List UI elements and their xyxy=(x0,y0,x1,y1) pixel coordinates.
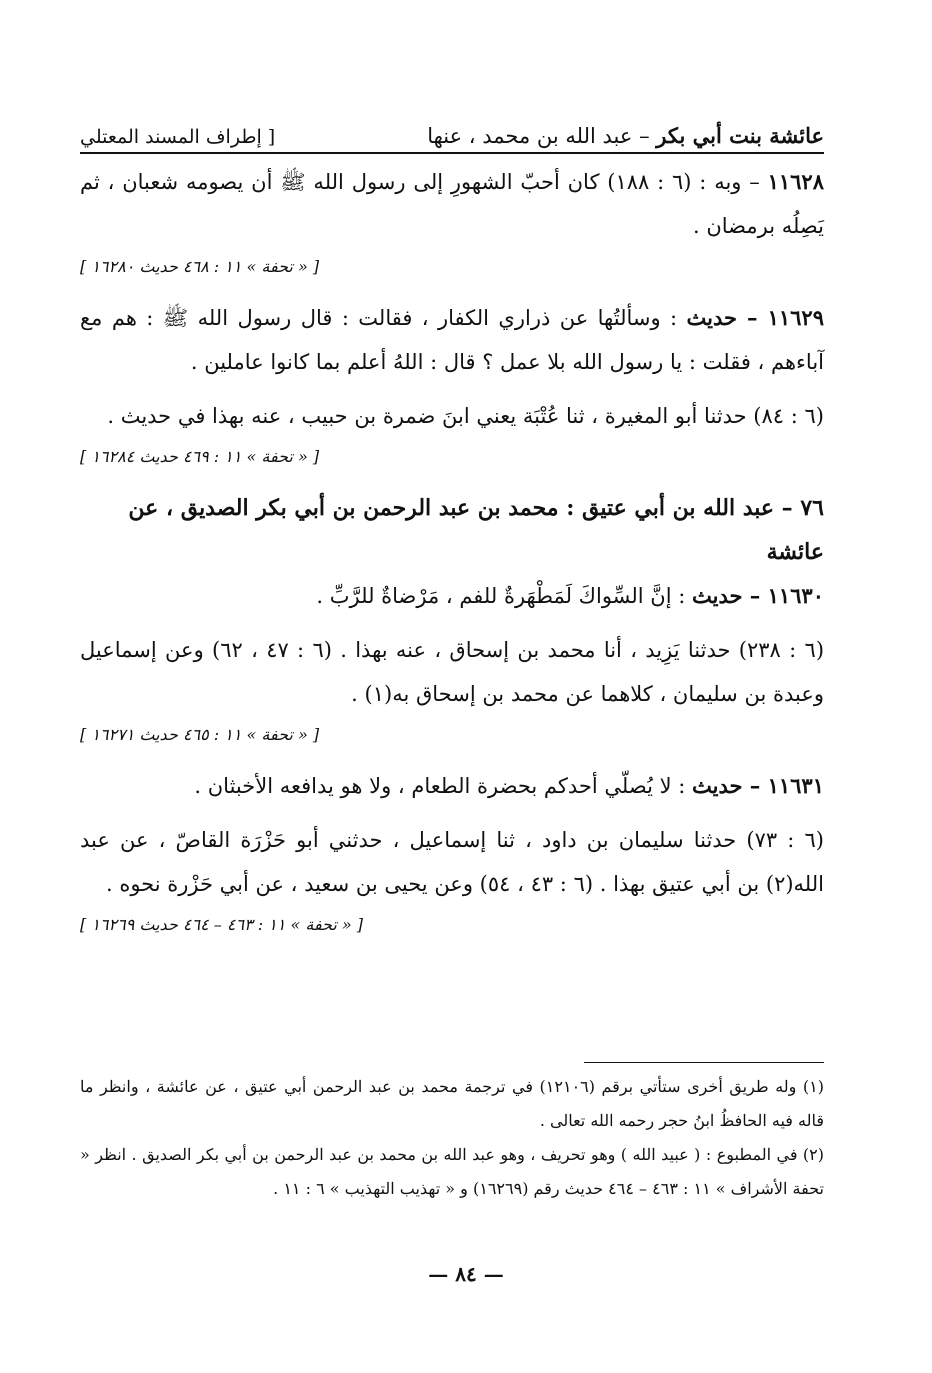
section-title: ٧٦ – عبد الله بن أبي عتيق : محمد بن عبد الرحمن بن أبي بكر الصديق ، عن عائشة xyxy=(128,495,824,565)
isnad-text: (٦ : ٢٣٨) حدثنا يَزِيد ، أنا محمد بن إسحاق ، عنه بهذا . (٦ : ٤٧ ، ٦٢) وعن إسماعيل وعبدة بن سليمان ، كلاهما عن محمد بن إسحاق به(١) . xyxy=(80,638,825,706)
hadith-body: : لا يُصلّي أحدكم بحضرة الطعام ، ولا هو يدافعه الأخبثان . xyxy=(194,774,692,798)
hadith-number: ١١٦٢٩ xyxy=(767,305,824,330)
header-book-title: [ إطراف المسند المعتلي xyxy=(80,126,276,148)
hadith-body: : وسألتُها عن ذراري الكفار ، فقالت : قال رسول الله ﷺ : هم مع آباءهم ، فقلت : يا رسول الله بلا عمل ؟ قال : اللهُ أعلم بما كانوا عاملين . xyxy=(80,306,824,374)
isnad-text: (٦ : ٧٣) حدثنا سليمان بن داود ، ثنا إسماعيل ، حدثني أبو حَزْرَة القاصّ ، عن عبد الله(٢) بن أبي عتيق بهذا . (٦ : ٤٣ ، ٥٤) وعن يحيى بن سعيد ، عن أبي حَزْرة نحوه . xyxy=(80,828,824,896)
header-title-rest: – عبد الله بن محمد ، عنها xyxy=(427,124,657,148)
footnote: (١) وله طريق أخرى ستأتي برقم (١٢١٠٦) في ترجمة محمد بن عبد الرحمن أبي عتيق ، عن عائشة ، وانظر ما قاله فيه الحافظُ ابنُ حجر رحمه الله تعالى . xyxy=(80,1077,825,1130)
main-text xyxy=(80,160,824,954)
hadith-keyword: – حديث xyxy=(686,305,768,330)
hadith-text xyxy=(80,764,824,808)
isnad-text: (٦ : ٨٤) حدثنا أبو المغيرة ، ثنا عُتْبَة يعني ابنَ ضمرة بن حبيب ، عنه بهذا في حديث . xyxy=(107,404,824,428)
hadith-keyword: – حديث xyxy=(692,583,768,608)
page-number: — ٨٤ — xyxy=(428,1262,504,1286)
tuhfa-reference: [ « تحفة » ١١ : ٤٦٣ – ٤٦٤ حديث ١٦٢٦٩ ] xyxy=(80,915,364,934)
hadith-entry xyxy=(80,574,824,750)
hadith-number: ١١٦٢٨ xyxy=(767,169,824,194)
hadith-body: : إنَّ السِّواكَ لَمَطْهَرةٌ للفم ، مَرْضاةٌ للرَّبِّ . xyxy=(316,584,692,608)
hadith-entry xyxy=(80,296,824,472)
hadith-text xyxy=(80,160,824,248)
running-header xyxy=(80,108,824,154)
tuhfa-reference: [ « تحفة » ١١ : ٤٦٩ حديث ١٦٢٨٤ ] xyxy=(80,447,320,466)
footnote: (٢) في المطبوع : ( عبيد الله ) وهو تحريف ، وهو عبد الله بن محمد بن عبد الرحمن بن أبي بكر الصديق . انظر « تحفة الأشراف » ١١ : ٤٦٣ – ٤٦٤ حديث رقم (١٦٢٦٩) و « تهذيب التهذيب » ٦ : ١١ . xyxy=(80,1145,824,1198)
header-title-bold: عائشة بنت أبي بكر xyxy=(656,123,824,148)
tuhfa-reference: [ « تحفة » ١١ : ٤٦٨ حديث ١٦٢٨٠ ] xyxy=(80,257,320,276)
tuhfa-reference: [ « تحفة » ١١ : ٤٦٥ حديث ١٦٢٧١ ] xyxy=(80,725,320,744)
footnote-divider xyxy=(584,1062,824,1063)
hadith-text xyxy=(80,574,824,618)
hadith-text xyxy=(80,296,824,384)
hadith-entry xyxy=(80,160,824,282)
hadith-keyword: – حديث xyxy=(692,773,768,798)
footnotes xyxy=(80,1070,824,1206)
hadith-number: ١١٦٣٠ xyxy=(767,583,824,608)
header-title xyxy=(427,123,824,148)
hadith-entry xyxy=(80,764,824,940)
hadith-number: ١١٦٣١ xyxy=(767,773,824,798)
hadith-body: – وبه : (٦ : ١٨٨) كان أحبّ الشهورِ إلى رسول الله ﷺ أن يصومه شعبان ، ثم يَصِلُه برمضان . xyxy=(80,170,824,238)
